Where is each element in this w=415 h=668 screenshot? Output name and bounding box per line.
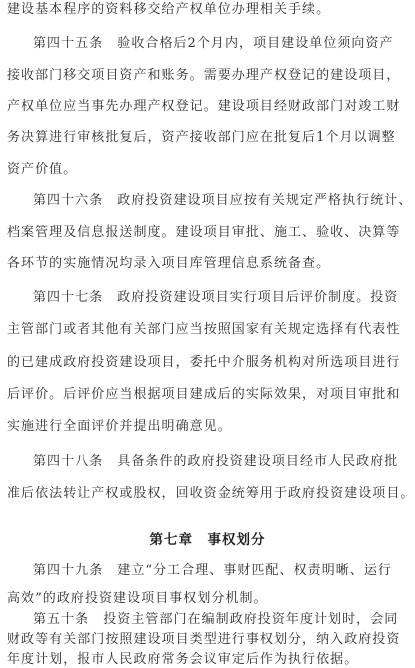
text-line: 各环节的实施情况均录入项目库管理信息系统备查。 (7, 256, 331, 271)
text-line: 准后依法转让产权或股权，回收资金统筹用于政府投资建设项目。 (7, 486, 415, 501)
text-line: 档案管理及信息报送制度。建设项目审批、施工、验收、决算等 (7, 225, 401, 240)
article-47-heading-line: 第四十七条 政府投资建设项目实行项目后评价制度。投资 (33, 290, 399, 305)
text-line: 建设基本程序的资料移交给产权单位办理相关手续。 (7, 2, 331, 17)
text-line: 后评价。后评价应当根据项目建成后的实际效果，对项目审批和 (7, 387, 401, 402)
article-46-heading-line: 第四十六条 政府投资建设项目应按有关规定严格执行统计、 (33, 193, 413, 208)
text-line: 接收部门移交项目资产和账务。需要办理产权登记的建设项目， (7, 68, 401, 83)
text-line: 高效”的政府投资建设项目事权划分机制。 (7, 591, 268, 606)
chapter-heading: 第七章 事权划分 (149, 532, 266, 548)
text-line: 年度计划，报市人民政府常务会议审定后作为执行依据。 (7, 652, 359, 667)
article-45-heading-line: 第四十五条 验收合格后2个月内，项目建设单位须向资产 (33, 36, 394, 51)
article-50-heading-line: 第五十条 投资主管部门在编制政府投资年度计划时，会同 (33, 612, 399, 627)
text-line: 财政等有关部门按照建设项目类型进行事权划分，纳入政府投资 (7, 632, 401, 647)
text-line: 的已建成政府投资建设项目，委托中介服务机构对所选项目进行 (7, 355, 401, 370)
text-line: 实施进行全面评价并提出明确意见。 (7, 419, 232, 434)
text-line: 主管部门或者其他有关部门应当按照国家有关规定选择有代表性 (7, 322, 401, 337)
text-line: 资产价值。 (7, 162, 78, 177)
text-line: 产权单位应当事先办理产权登记。建设项目经财政部门对竣工财 (7, 99, 401, 114)
article-49-heading-line: 第四十九条 建立“分工合理、事财匹配、权责明晰、运行 (33, 563, 392, 578)
text-line: 务决算进行审核批复后，资产接收部门应在批复后1个月以调整 (7, 130, 396, 145)
article-48-heading-line: 第四十八条 具备条件的政府投资建设项目经市人民政府批 (33, 454, 399, 469)
